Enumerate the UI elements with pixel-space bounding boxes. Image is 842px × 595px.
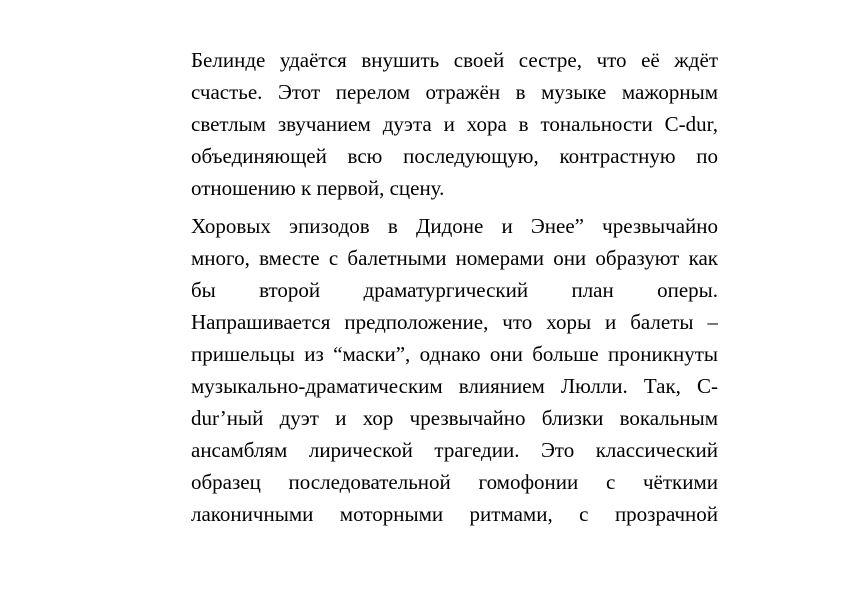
paragraph-1 — [191, 44, 718, 204]
text-line: музыкально-драматическим влиянием Люлли. Так, C- — [191, 374, 718, 398]
text-line: бы второй драматургический план оперы. — [191, 278, 718, 302]
text-line: счастье. Этот перелом отражён в музыке мажорным — [191, 80, 718, 104]
text-line: dur’ный дуэт и хор чрезвычайно близки вокальным — [191, 406, 718, 430]
text-line: Напрашивается предположение, что хоры и балеты – — [191, 310, 718, 334]
body-text — [191, 44, 718, 530]
text-line: Белинде удаётся внушить своей сестре, что её ждёт — [191, 48, 718, 72]
text-line: отношению к первой, сцену. — [191, 176, 445, 200]
text-line: светлым звучанием дуэта и хора в тональности C-dur, — [191, 112, 718, 136]
paragraph-2 — [191, 210, 718, 530]
text-line: ансамблям лирической трагедии. Это классический — [191, 438, 718, 462]
text-line: Хоровых эпизодов в Дидоне и Энее” чрезвычайно — [191, 214, 718, 238]
text-line: много, вместе с балетными номерами они образуют как — [191, 246, 718, 270]
text-line: объединяющей всю последующую, контрастную по — [191, 144, 718, 168]
text-line: лаконичными моторными ритмами, с прозрачной — [191, 502, 718, 526]
text-line: пришельцы из “маски”, однако они больше проникнуты — [191, 342, 718, 366]
text-line: образец последовательной гомофонии с чёткими — [191, 470, 718, 494]
